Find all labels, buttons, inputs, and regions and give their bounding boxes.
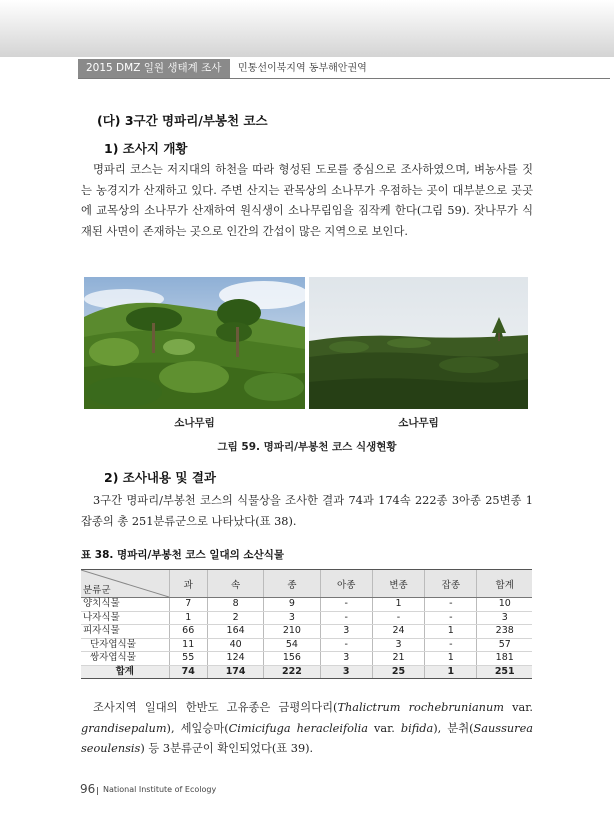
table-row xyxy=(81,598,532,612)
table-cell: 222 xyxy=(264,665,320,679)
table-cell: 181 xyxy=(477,652,532,666)
header-region: 민통선이북지역 동부해안권역 xyxy=(238,63,367,74)
photo-pine-forest-right xyxy=(309,277,528,409)
table-title: 표 38. 명파리/부봉천 코스 일대의 소산식물 xyxy=(81,549,285,561)
table-cell: 40 xyxy=(207,638,263,652)
table-cell: 2 xyxy=(207,611,263,625)
text-run: var. xyxy=(503,701,533,714)
running-header xyxy=(78,59,610,79)
table-cell: 3 xyxy=(264,611,320,625)
corner-label: 분류군 xyxy=(83,585,111,596)
table-cell: 156 xyxy=(264,652,320,666)
table-cell: 9 xyxy=(264,598,320,612)
table-cell: 3 xyxy=(320,665,372,679)
subsection-title-results: 2) 조사내용 및 결과 xyxy=(104,470,216,485)
footer-institution: National Institute of Ecology xyxy=(103,785,217,794)
col-header: 속 xyxy=(207,570,263,598)
table-cell: 1 xyxy=(425,652,477,666)
species-name: grandisepalum xyxy=(81,721,167,735)
table-cell: 3 xyxy=(320,625,372,639)
table-cell: - xyxy=(320,598,372,612)
text-run: var. xyxy=(367,721,401,735)
species-name: Thalictrum rochebrunianum xyxy=(337,701,504,714)
table-cell: 124 xyxy=(207,652,263,666)
row-label: 나자식물 xyxy=(81,611,169,625)
table-cell: 1 xyxy=(169,611,207,625)
table-cell: - xyxy=(425,611,477,625)
endemic-species-paragraph xyxy=(81,698,533,760)
page-top-band xyxy=(0,0,614,57)
text-run: ) 등 3분류군이 확인되었다(표 39). xyxy=(140,742,314,755)
col-header: 합계 xyxy=(477,570,532,598)
table-cell: 3 xyxy=(320,652,372,666)
col-header: 종 xyxy=(264,570,320,598)
table-cell: 3 xyxy=(477,611,532,625)
col-header: 과 xyxy=(169,570,207,598)
col-header: 아종 xyxy=(320,570,372,598)
table-cell: 55 xyxy=(169,652,207,666)
section-title: (다) 3구간 명파리/부봉천 코스 xyxy=(97,113,268,128)
table-cell: 11 xyxy=(169,638,207,652)
table-cell: 21 xyxy=(372,652,424,666)
table-row xyxy=(81,652,532,666)
text-run: ), 분취( xyxy=(433,721,474,735)
table-row xyxy=(81,611,532,625)
table-row xyxy=(81,625,532,639)
text-run: ), 세잎승마( xyxy=(166,721,229,735)
table-cell: 7 xyxy=(169,598,207,612)
table-cell: 164 xyxy=(207,625,263,639)
table-header-row xyxy=(81,570,532,598)
page-number: 96 xyxy=(80,782,96,796)
table-cell: - xyxy=(320,638,372,652)
photo-caption-right: 소나무림 xyxy=(398,417,439,429)
col-header: 잡종 xyxy=(425,570,477,598)
table-cell: - xyxy=(372,611,424,625)
table-cell: - xyxy=(425,638,477,652)
table-cell: 174 xyxy=(207,665,263,679)
table-cell: 24 xyxy=(372,625,424,639)
table-cell: 25 xyxy=(372,665,424,679)
table-corner-cell xyxy=(81,570,169,598)
table-cell: 3 xyxy=(372,638,424,652)
col-header: 변종 xyxy=(372,570,424,598)
footer-separator xyxy=(97,787,98,795)
row-label: 합계 xyxy=(81,665,169,679)
text-run: 조사지역 일대의 한반도 고유종은 금평의다리( xyxy=(93,701,338,714)
table-cell: - xyxy=(425,598,477,612)
table-cell: 210 xyxy=(264,625,320,639)
row-label: 쌍자엽식물 xyxy=(81,652,169,666)
photo-caption-left: 소나무림 xyxy=(174,417,215,429)
table-cell: 251 xyxy=(477,665,532,679)
table-cell: 10 xyxy=(477,598,532,612)
header-series-title: 2015 DMZ 일원 생태계 조사 xyxy=(78,59,230,78)
table-cell: 1 xyxy=(425,665,477,679)
table-cell: - xyxy=(320,611,372,625)
table-cell: 74 xyxy=(169,665,207,679)
table-row xyxy=(81,638,532,652)
table-cell: 1 xyxy=(425,625,477,639)
species-name: Saussurea seoulensis xyxy=(81,721,533,755)
species-name: bifida xyxy=(400,721,434,735)
table-cell: 66 xyxy=(169,625,207,639)
table-cell: 57 xyxy=(477,638,532,652)
flora-table xyxy=(81,569,532,679)
figure-title: 그림 59. 명파리/부봉천 코스 식생현황 xyxy=(217,441,397,453)
row-label: 피자식물 xyxy=(81,625,169,639)
table-cell: 1 xyxy=(372,598,424,612)
site-overview-paragraph: 명파리 코스는 저지대의 하천을 따라 형성된 도로를 중심으로 조사하였으며, 벼농사를 짓는 농경지가 산재하고 있다. 주변 산지는 관목상의 소나무가 우점하는 곳이 대부분으로 곳곳에 교목상의 소나무가 산재하여 원식생이 소나무림임을 짐작케 한다(그림 59). 잣나무가 식재된 사면이 존재하는 곳으로 인간의 간섭이 많은 지역으로 보인다. xyxy=(81,163,533,238)
row-label: 양치식물 xyxy=(81,598,169,612)
photo-pine-forest-left xyxy=(84,277,305,409)
table-cell: 238 xyxy=(477,625,532,639)
subsection-title-site: 1) 조사지 개황 xyxy=(104,141,188,156)
table-total-row xyxy=(81,665,532,679)
row-label: 단자엽식물 xyxy=(81,638,169,652)
table-cell: 8 xyxy=(207,598,263,612)
table-cell: 54 xyxy=(264,638,320,652)
results-paragraph: 3구간 명파리/부봉천 코스의 식물상을 조사한 결과 74과 174속 222종 3아종 25변종 1잡종의 총 251분류군으로 나타났다(표 38). xyxy=(81,494,533,528)
species-name: Cimicifuga heracleifolia xyxy=(228,721,368,735)
